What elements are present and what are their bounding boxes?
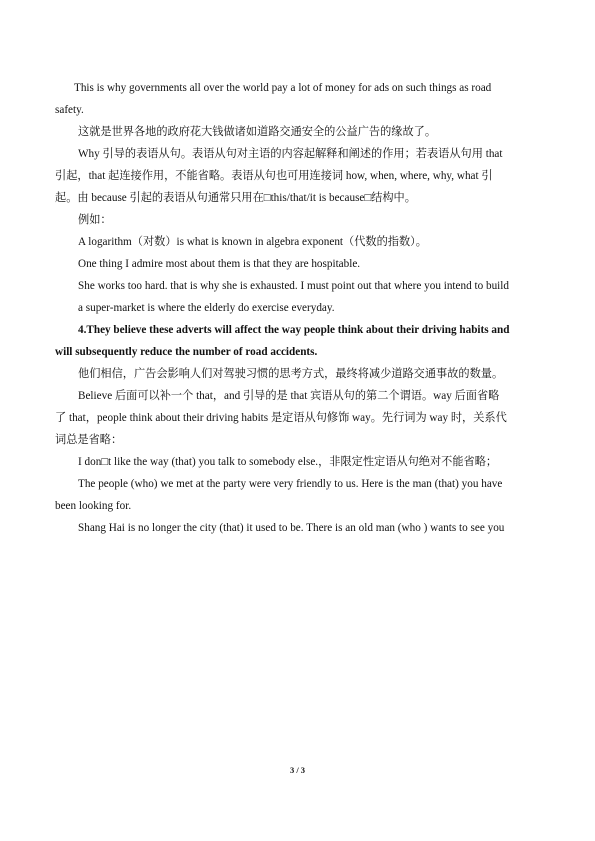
text-line-5: 引起，that 起连接作用，不能省略。表语从句也可用连接词 how, when, where, why, what 引 [55,170,493,182]
text-line-13: will subsequently reduce the number of road accidents. [55,346,318,358]
text-line-21: Shang Hai is no longer the city (that) it used to be. There is an old man (who ) wants to see you [78,522,505,534]
text-line-15: Believe 后面可以补一个 that，and 引导的是 that 宾语从句的第二个谓语。way 后面省略 [78,390,500,402]
text-line-20: been looking for. [55,500,132,512]
text-line-3: 这就是世界各地的政府花大钱做诸如道路交通安全的公益广告的缘故了。 [78,126,437,138]
text-line-1: This is why governments all over the world pay a lot of money for ads on such things as road [74,82,492,94]
text-line-19: The people (who) we met at the party were very friendly to us. Here is the man (that) you have [78,478,503,490]
text-line-10: She works too hard. that is why she is exhausted. I must point out that where you intend to build [78,280,509,292]
text-line-12: 4.They believe these adverts will affect the way people think about their driving habits and [78,324,510,336]
text-line-14: 他们相信，广告会影响人们对驾驶习惯的思考方式，最终将减少道路交通事故的数量。 [78,368,504,380]
text-line-7: 例如： [78,214,112,226]
text-line-18: I don□t like the way (that) you talk to somebody else.，非限定性定语从句绝对不能省略； [78,456,498,468]
text-line-6: 起。由 because 引起的表语从句通常只用在□this/that/it is because□结构中。 [55,192,416,204]
text-line-11: a super-market is where the elderly do exercise everyday. [78,302,335,314]
text-line-16: 了 that，people think about their driving habits 是定语从句修饰 way。先行词为 way 时，关系代 [55,412,507,424]
text-line-9: One thing I admire most about them is that they are hospitable. [78,258,361,270]
page-number: 3 / 3 [289,765,306,775]
text-line-17: 词总是省略： [55,434,123,446]
text-line-8: A logarithm（对数）is what is known in algebra exponent（代数的指数）。 [78,236,427,248]
text-line-4: Why 引导的表语从句。表语从句对主语的内容起解释和阐述的作用；若表语从句用 that [78,148,503,160]
text-line-2: safety. [55,104,84,116]
